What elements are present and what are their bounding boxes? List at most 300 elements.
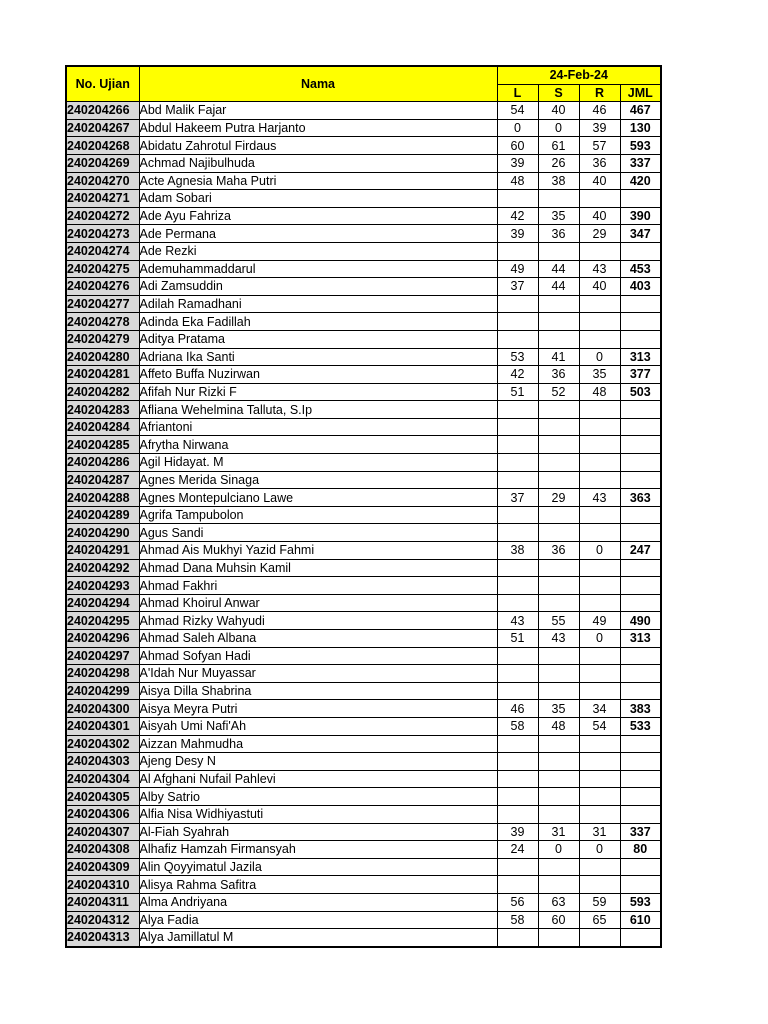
table-row (66, 295, 661, 313)
exam-number-cell: 240204269 (66, 154, 139, 172)
score-s-cell: 44 (538, 260, 579, 278)
exam-number-cell: 240204293 (66, 577, 139, 595)
table-row (66, 594, 661, 612)
total-cell (620, 770, 661, 788)
exam-number-cell: 240204303 (66, 753, 139, 771)
total-cell (620, 577, 661, 595)
table-row (66, 172, 661, 190)
score-r-cell (579, 788, 620, 806)
name-cell: Adi Zamsuddin (139, 278, 497, 296)
name-cell: Ade Rezki (139, 242, 497, 260)
score-s-cell (538, 770, 579, 788)
exam-number-cell: 240204309 (66, 858, 139, 876)
table-row (66, 154, 661, 172)
exam-number-cell: 240204297 (66, 647, 139, 665)
name-cell: Alma Andriyana (139, 893, 497, 911)
exam-number-cell: 240204287 (66, 471, 139, 489)
total-cell (620, 788, 661, 806)
name-cell: Alin Qoyyimatul Jazila (139, 858, 497, 876)
score-s-cell (538, 805, 579, 823)
total-cell (620, 665, 661, 683)
table-row (66, 366, 661, 384)
score-l-cell: 54 (497, 102, 538, 120)
name-cell: Ahmad Dana Muhsin Kamil (139, 559, 497, 577)
total-cell (620, 313, 661, 331)
name-cell: Adilah Ramadhani (139, 295, 497, 313)
exam-number-cell: 240204313 (66, 929, 139, 947)
header-s: S (538, 84, 579, 102)
score-s-cell (538, 418, 579, 436)
score-r-cell: 40 (579, 207, 620, 225)
exam-number-cell: 240204273 (66, 225, 139, 243)
header-r: R (579, 84, 620, 102)
name-cell: Achmad Najibulhuda (139, 154, 497, 172)
score-s-cell (538, 471, 579, 489)
total-cell (620, 594, 661, 612)
exam-number-cell: 240204294 (66, 594, 139, 612)
score-s-cell (538, 313, 579, 331)
table-row (66, 647, 661, 665)
score-s-cell (538, 753, 579, 771)
score-r-cell (579, 190, 620, 208)
exam-number-cell: 240204306 (66, 805, 139, 823)
name-cell: Alfia Nisa Widhiyastuti (139, 805, 497, 823)
table-row (66, 489, 661, 507)
total-cell (620, 647, 661, 665)
total-cell: 390 (620, 207, 661, 225)
name-cell: Afriantoni (139, 418, 497, 436)
total-cell (620, 753, 661, 771)
total-cell (620, 506, 661, 524)
score-r-cell (579, 577, 620, 595)
score-l-cell (497, 594, 538, 612)
table-row (66, 330, 661, 348)
score-s-cell: 26 (538, 154, 579, 172)
header-nama: Nama (139, 66, 497, 102)
score-l-cell (497, 929, 538, 947)
total-cell (620, 242, 661, 260)
score-s-cell: 61 (538, 137, 579, 155)
score-s-cell (538, 295, 579, 313)
name-cell: Abd Malik Fajar (139, 102, 497, 120)
name-cell: Ademuhammaddarul (139, 260, 497, 278)
score-r-cell (579, 506, 620, 524)
table-row (66, 260, 661, 278)
score-l-cell: 39 (497, 225, 538, 243)
name-cell: Abidatu Zahrotul Firdaus (139, 137, 497, 155)
name-cell: Affeto Buffa Nuzirwan (139, 366, 497, 384)
header-date: 24-Feb-24 (497, 66, 661, 84)
total-cell (620, 929, 661, 947)
header-no-ujian: No. Ujian (66, 66, 139, 102)
total-cell: 337 (620, 154, 661, 172)
total-cell (620, 559, 661, 577)
name-cell: Agil Hidayat. M (139, 454, 497, 472)
score-r-cell (579, 295, 620, 313)
table-row (66, 788, 661, 806)
table-header (66, 66, 661, 102)
total-cell (620, 735, 661, 753)
total-cell (620, 682, 661, 700)
total-cell (620, 454, 661, 472)
exam-number-cell: 240204307 (66, 823, 139, 841)
total-cell (620, 418, 661, 436)
score-r-cell (579, 313, 620, 331)
score-l-cell: 42 (497, 207, 538, 225)
total-cell: 377 (620, 366, 661, 384)
score-l-cell (497, 753, 538, 771)
total-cell (620, 295, 661, 313)
score-r-cell (579, 647, 620, 665)
name-cell: Ahmad Ais Mukhyi Yazid Fahmi (139, 542, 497, 560)
score-s-cell (538, 190, 579, 208)
score-l-cell (497, 682, 538, 700)
header-l: L (497, 84, 538, 102)
score-l-cell (497, 559, 538, 577)
score-l-cell (497, 788, 538, 806)
name-cell: Aditya Pratama (139, 330, 497, 348)
score-s-cell (538, 577, 579, 595)
exam-number-cell: 240204268 (66, 137, 139, 155)
score-r-cell: 0 (579, 348, 620, 366)
exam-number-cell: 240204289 (66, 506, 139, 524)
exam-number-cell: 240204302 (66, 735, 139, 753)
total-cell: 80 (620, 841, 661, 859)
total-cell: 420 (620, 172, 661, 190)
total-cell: 593 (620, 137, 661, 155)
score-l-cell (497, 665, 538, 683)
name-cell: Acte Agnesia Maha Putri (139, 172, 497, 190)
exam-number-cell: 240204291 (66, 542, 139, 560)
score-l-cell: 60 (497, 137, 538, 155)
score-s-cell (538, 876, 579, 894)
table-row (66, 805, 661, 823)
score-r-cell (579, 735, 620, 753)
table-row (66, 119, 661, 137)
score-s-cell: 44 (538, 278, 579, 296)
total-cell: 363 (620, 489, 661, 507)
exam-number-cell: 240204300 (66, 700, 139, 718)
score-r-cell: 39 (579, 119, 620, 137)
score-s-cell: 36 (538, 366, 579, 384)
exam-number-cell: 240204308 (66, 841, 139, 859)
total-cell (620, 471, 661, 489)
score-s-cell (538, 858, 579, 876)
name-cell: Ahmad Rizky Wahyudi (139, 612, 497, 630)
table-row (66, 665, 661, 683)
total-cell: 247 (620, 542, 661, 560)
score-s-cell: 0 (538, 119, 579, 137)
table-row (66, 383, 661, 401)
table-row (66, 542, 661, 560)
score-l-cell (497, 805, 538, 823)
score-l-cell: 38 (497, 542, 538, 560)
total-cell: 503 (620, 383, 661, 401)
score-r-cell: 59 (579, 893, 620, 911)
score-r-cell: 40 (579, 278, 620, 296)
name-cell: Ahmad Khoirul Anwar (139, 594, 497, 612)
score-s-cell: 48 (538, 717, 579, 735)
score-l-cell: 37 (497, 278, 538, 296)
name-cell: Ahmad Sofyan Hadi (139, 647, 497, 665)
exam-number-cell: 240204276 (66, 278, 139, 296)
score-l-cell (497, 524, 538, 542)
name-cell: Adriana Ika Santi (139, 348, 497, 366)
score-s-cell: 41 (538, 348, 579, 366)
score-l-cell: 51 (497, 630, 538, 648)
total-cell: 313 (620, 348, 661, 366)
name-cell: Ahmad Fakhri (139, 577, 497, 595)
table-row (66, 313, 661, 331)
table-row (66, 348, 661, 366)
score-r-cell (579, 242, 620, 260)
score-r-cell: 57 (579, 137, 620, 155)
score-s-cell: 52 (538, 383, 579, 401)
total-cell: 347 (620, 225, 661, 243)
score-r-cell: 34 (579, 700, 620, 718)
score-s-cell: 35 (538, 207, 579, 225)
score-r-cell: 36 (579, 154, 620, 172)
score-r-cell (579, 858, 620, 876)
score-l-cell (497, 401, 538, 419)
name-cell: A'Idah Nur Muyassar (139, 665, 497, 683)
score-r-cell: 43 (579, 260, 620, 278)
total-cell: 533 (620, 717, 661, 735)
exam-number-cell: 240204270 (66, 172, 139, 190)
score-l-cell: 56 (497, 893, 538, 911)
score-r-cell: 49 (579, 612, 620, 630)
name-cell: Alhafiz Hamzah Firmansyah (139, 841, 497, 859)
exam-number-cell: 240204286 (66, 454, 139, 472)
exam-number-cell: 240204285 (66, 436, 139, 454)
score-s-cell (538, 682, 579, 700)
table-row (66, 893, 661, 911)
score-l-cell (497, 647, 538, 665)
table-row (66, 242, 661, 260)
score-r-cell: 31 (579, 823, 620, 841)
name-cell: Afliana Wehelmina Talluta, S.Ip (139, 401, 497, 419)
score-s-cell: 38 (538, 172, 579, 190)
score-s-cell (538, 735, 579, 753)
exam-number-cell: 240204311 (66, 893, 139, 911)
exam-number-cell: 240204290 (66, 524, 139, 542)
exam-number-cell: 240204312 (66, 911, 139, 929)
table-row (66, 207, 661, 225)
score-l-cell: 53 (497, 348, 538, 366)
score-s-cell (538, 454, 579, 472)
score-l-cell: 46 (497, 700, 538, 718)
table-row (66, 753, 661, 771)
score-l-cell (497, 418, 538, 436)
exam-number-cell: 240204305 (66, 788, 139, 806)
score-r-cell (579, 682, 620, 700)
score-r-cell (579, 753, 620, 771)
score-r-cell (579, 524, 620, 542)
exam-number-cell: 240204301 (66, 717, 139, 735)
exam-number-cell: 240204278 (66, 313, 139, 331)
score-s-cell: 60 (538, 911, 579, 929)
exam-number-cell: 240204310 (66, 876, 139, 894)
score-r-cell (579, 436, 620, 454)
total-cell: 610 (620, 911, 661, 929)
score-l-cell (497, 313, 538, 331)
score-l-cell: 39 (497, 823, 538, 841)
name-cell: Aisyah Umi Nafi'Ah (139, 717, 497, 735)
score-s-cell: 29 (538, 489, 579, 507)
name-cell: Alya Fadia (139, 911, 497, 929)
score-l-cell: 48 (497, 172, 538, 190)
total-cell: 467 (620, 102, 661, 120)
table-row (66, 717, 661, 735)
table-row (66, 630, 661, 648)
name-cell: Ajeng Desy N (139, 753, 497, 771)
score-table (65, 65, 662, 948)
table-row (66, 841, 661, 859)
total-cell: 453 (620, 260, 661, 278)
table-row (66, 524, 661, 542)
score-l-cell: 49 (497, 260, 538, 278)
table-row (66, 929, 661, 947)
score-s-cell (538, 788, 579, 806)
score-s-cell (538, 436, 579, 454)
name-cell: Aizzan Mahmudha (139, 735, 497, 753)
name-cell: Adinda Eka Fadillah (139, 313, 497, 331)
total-cell (620, 190, 661, 208)
score-s-cell (538, 594, 579, 612)
score-l-cell: 58 (497, 911, 538, 929)
score-r-cell: 29 (579, 225, 620, 243)
score-r-cell: 35 (579, 366, 620, 384)
exam-number-cell: 240204277 (66, 295, 139, 313)
table-row (66, 471, 661, 489)
table-row (66, 612, 661, 630)
name-cell: Abdul Hakeem Putra Harjanto (139, 119, 497, 137)
table-row (66, 682, 661, 700)
score-s-cell: 36 (538, 225, 579, 243)
score-l-cell: 43 (497, 612, 538, 630)
table-row (66, 911, 661, 929)
score-s-cell: 31 (538, 823, 579, 841)
total-cell: 383 (620, 700, 661, 718)
table-row (66, 436, 661, 454)
score-r-cell (579, 454, 620, 472)
score-l-cell (497, 295, 538, 313)
score-r-cell: 43 (579, 489, 620, 507)
score-r-cell (579, 401, 620, 419)
score-r-cell (579, 594, 620, 612)
total-cell: 313 (620, 630, 661, 648)
score-l-cell (497, 770, 538, 788)
score-r-cell: 40 (579, 172, 620, 190)
table-row (66, 401, 661, 419)
score-l-cell (497, 735, 538, 753)
score-l-cell: 39 (497, 154, 538, 172)
score-l-cell (497, 190, 538, 208)
name-cell: Agrifa Tampubolon (139, 506, 497, 524)
table-row (66, 858, 661, 876)
total-cell (620, 401, 661, 419)
exam-number-cell: 240204295 (66, 612, 139, 630)
name-cell: Agnes Montepulciano Lawe (139, 489, 497, 507)
exam-number-cell: 240204266 (66, 102, 139, 120)
exam-number-cell: 240204280 (66, 348, 139, 366)
exam-number-cell: 240204267 (66, 119, 139, 137)
name-cell: Adam Sobari (139, 190, 497, 208)
score-l-cell: 51 (497, 383, 538, 401)
total-cell: 130 (620, 119, 661, 137)
exam-number-cell: 240204292 (66, 559, 139, 577)
score-l-cell (497, 330, 538, 348)
score-r-cell (579, 559, 620, 577)
name-cell: Aisya Dilla Shabrina (139, 682, 497, 700)
table-row (66, 190, 661, 208)
table-row (66, 823, 661, 841)
score-l-cell (497, 436, 538, 454)
score-s-cell (538, 506, 579, 524)
exam-number-cell: 240204284 (66, 418, 139, 436)
table-row (66, 137, 661, 155)
table-row (66, 102, 661, 120)
score-r-cell: 54 (579, 717, 620, 735)
total-cell: 593 (620, 893, 661, 911)
exam-number-cell: 240204281 (66, 366, 139, 384)
score-s-cell (538, 647, 579, 665)
score-r-cell: 0 (579, 630, 620, 648)
table-row (66, 225, 661, 243)
table-row (66, 770, 661, 788)
score-r-cell (579, 929, 620, 947)
table-row (66, 876, 661, 894)
score-l-cell: 0 (497, 119, 538, 137)
score-s-cell (538, 929, 579, 947)
score-l-cell (497, 506, 538, 524)
exam-number-cell: 240204299 (66, 682, 139, 700)
exam-number-cell: 240204274 (66, 242, 139, 260)
score-s-cell: 63 (538, 893, 579, 911)
name-cell: Al-Fiah Syahrah (139, 823, 497, 841)
table-row (66, 577, 661, 595)
exam-number-cell: 240204304 (66, 770, 139, 788)
name-cell: Al Afghani Nufail Pahlevi (139, 770, 497, 788)
score-r-cell (579, 471, 620, 489)
score-r-cell: 46 (579, 102, 620, 120)
score-l-cell (497, 471, 538, 489)
score-l-cell (497, 876, 538, 894)
table-row (66, 278, 661, 296)
table-body (66, 102, 661, 947)
name-cell: Agus Sandi (139, 524, 497, 542)
total-cell (620, 524, 661, 542)
exam-number-cell: 240204298 (66, 665, 139, 683)
score-r-cell: 48 (579, 383, 620, 401)
name-cell: Afifah Nur Rizki F (139, 383, 497, 401)
total-cell (620, 805, 661, 823)
score-l-cell: 37 (497, 489, 538, 507)
score-l-cell: 42 (497, 366, 538, 384)
name-cell: Ade Permana (139, 225, 497, 243)
score-s-cell (538, 665, 579, 683)
score-s-cell (538, 242, 579, 260)
header-jml: JML (620, 84, 661, 102)
name-cell: Alya Jamillatul M (139, 929, 497, 947)
score-l-cell (497, 577, 538, 595)
exam-number-cell: 240204279 (66, 330, 139, 348)
score-l-cell: 24 (497, 841, 538, 859)
score-s-cell: 40 (538, 102, 579, 120)
score-s-cell: 36 (538, 542, 579, 560)
table-row (66, 735, 661, 753)
total-cell: 490 (620, 612, 661, 630)
